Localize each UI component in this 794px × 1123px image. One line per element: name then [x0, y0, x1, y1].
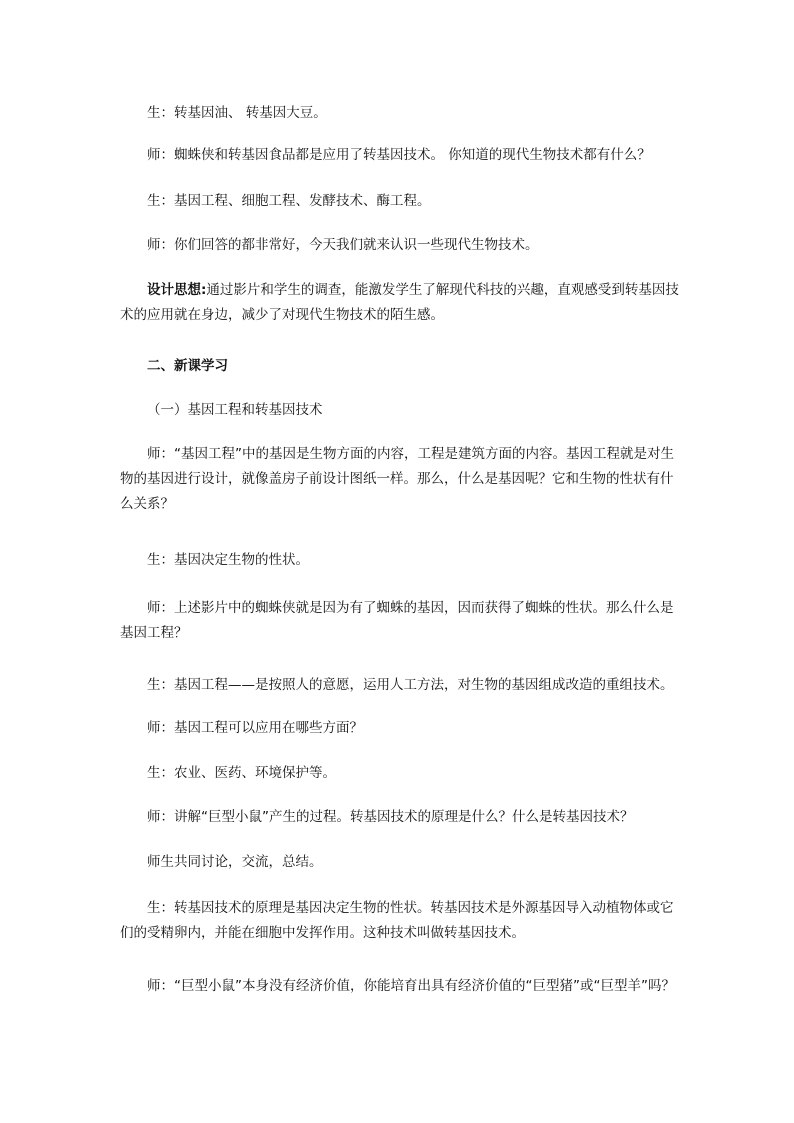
paragraph-student-summary: 生：转基因技术的原理是基因决定生物的性状。转基因技术是外源基因导入动植物体或它们的受精卵内，并能在细胞中发挥作用。这种技术叫做转基因技术。	[120, 900, 674, 941]
design-thought-text: 通过影片和学生的调查，能激发学生了解现代科技的兴趣，直观感受到转基因技术的应用就在身边，减少了对现代生物技术的陌生感。	[120, 282, 679, 323]
paragraph-teacher-remark-1: 师：你们回答的都非常好，今天我们就来认识一些现代生物技术。	[147, 237, 539, 253]
paragraph-teacher-explain-1: 师：“基因工程”中的基因是生物方面的内容，工程是建筑方面的内容。基因工程就是对生物的基因进行设计，就像盖房子前设计图纸一样。那么，什么是基因呢？它和生物的性状有什么关系？	[120, 446, 674, 512]
paragraph-student-answer-3: 生：基因决定生物的性状。	[147, 552, 309, 568]
paragraph-student-definition: 生：基因工程——是按照人的意愿，运用人工方法，对生物的基因组成改造的重组技术。	[147, 677, 674, 693]
design-thought-label: 设计思想:	[147, 282, 207, 298]
paragraph-student-answer-2: 生：基因工程、细胞工程、发酵技术、酶工程。	[147, 193, 431, 209]
paragraph-student-answer-4: 生：农业、医药、环境保护等。	[147, 765, 336, 781]
paragraph-teacher-question-3: 师：讲解“巨型小鼠”产生的过程。转基因技术的原理是什么？什么是转基因技术？	[147, 809, 634, 825]
paragraph-teacher-question-1: 师：蜘蛛侠和转基因食品都是应用了转基因技术。 你知道的现代生物技术都有什么？	[147, 147, 651, 163]
paragraph-student-answer-1: 生：转基因油、 转基因大豆。	[147, 105, 327, 121]
paragraph-teacher-explain-2: 师：上述影片中的蜘蛛侠就是因为有了蜘蛛的基因，因而获得了蜘蛛的性状。那么什么是基因工程？	[120, 600, 674, 641]
subsection-heading-genetic-engineering: （一）基因工程和转基因技术	[147, 402, 323, 418]
section-heading-new-lesson: 二、新课学习	[147, 358, 228, 374]
paragraph-design-thought	[120, 278, 680, 328]
paragraph-teacher-question-4: 师：“巨型小鼠”本身没有经济价值，你能培育出具有经济价值的“巨型猪”或“巨型羊”吗？	[147, 978, 675, 994]
paragraph-class-discussion: 师生共同讨论，交流，总结。	[147, 854, 323, 870]
paragraph-teacher-question-2: 师：基因工程可以应用在哪些方面？	[147, 720, 363, 736]
